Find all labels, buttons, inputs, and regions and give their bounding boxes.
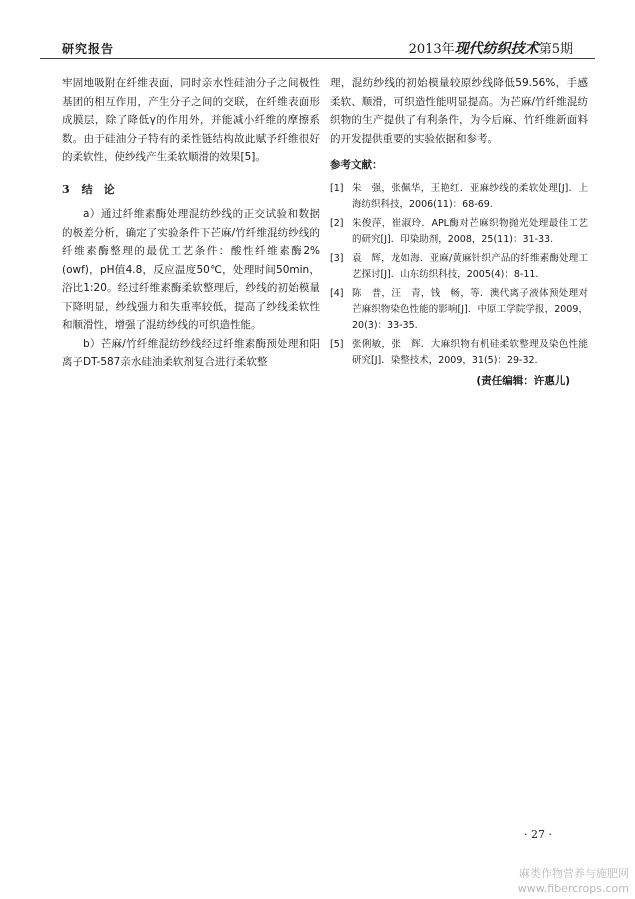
watermark xyxy=(518,866,629,896)
reference-text: 张俐敏，张 辉．大麻织物有机硅柔软整理及染色性能研究[J]．染整技术，2009，31(5)：29-32. xyxy=(352,338,588,366)
issue-suffix: 期 xyxy=(559,42,573,57)
reference-text: 袁 辉，龙如海．亚麻/黄麻针织产品的纤维素酶处理工艺探讨[J]．山东纺织科技，2005(4)：8-11. xyxy=(352,252,588,280)
issue-label: 第 xyxy=(538,42,552,57)
reference-text: 朱 强，张佩华，王艳红．亚麻纱线的柔软处理[J]．上海纺织科技，2006(11)：68-69. xyxy=(352,182,588,210)
reference-number: [1] xyxy=(330,182,344,194)
intro-paragraph: 牢固地吸附在纤维表面，同时亲水性硅油分子之间极性基团的相互作用，产生分子之间的交联，在纤维表面形成膜层，除了降低γ的作用外，并能减小纤维的摩擦系数。由于硅油分子特有的柔性链结构故此赋予纤维很好的柔软性，使纱线产生柔软顺滑的效果[5]。 xyxy=(62,77,320,163)
journal-year: 2013 xyxy=(408,42,442,57)
references-title: 参考文献： xyxy=(330,159,383,171)
conclusion-a: a）通过纤维素酶处理混纺纱线的正交试验和数据的极差分析，确定了实验条件下芒麻/竹纤维混纺纱线的纤维素酶整理的最优工艺条件：酸性纤维素酶2%(owf)，pH值4.8，反应温度50℃，处理时间50min，浴比1:20。经过纤维素酶柔软整理后，纱线的初始模量下降明显，纱线强力和失重率较低，提高了纱线柔软性和顺滑性，增强了混纺纱线的可织造性能。 xyxy=(62,208,320,331)
reference-item xyxy=(330,216,588,248)
journal-title: 现代纺织技术 xyxy=(454,41,539,57)
journal-header xyxy=(409,38,573,58)
left-column xyxy=(62,74,320,372)
watermark-site-name: 麻类作物营养与施肥网 xyxy=(519,867,629,880)
right-column xyxy=(330,74,588,390)
conclusion-b: b）芒麻/竹纤维混纺纱线经过纤维素酶预处理和阳离子DT-587亲水硅油柔软剂复合进行柔软整 xyxy=(62,337,320,368)
section-label: 研究报告 xyxy=(62,42,115,56)
page-number: · 27 · xyxy=(524,828,552,841)
issue-number: 5 xyxy=(551,42,560,57)
section-heading xyxy=(62,181,320,200)
reference-number: [3] xyxy=(330,252,344,264)
watermark-url: www.fibercrops.com xyxy=(517,882,629,895)
reference-text: 陈 普，汪 青，钱 畅，等．澳代离子液体预处理对芒麻织物染色性能的影响[J]．中原工学院学报，2009，20(3)：33-35. xyxy=(352,287,588,331)
reference-item xyxy=(330,181,588,213)
reference-number: [2] xyxy=(330,217,344,229)
editor-credit: (责任编辑：许惠儿) xyxy=(476,374,570,387)
reference-item xyxy=(330,251,588,283)
section-number: 3 xyxy=(62,182,70,196)
header-divider xyxy=(40,58,595,59)
journal-year-suffix: 年 xyxy=(441,42,455,57)
reference-number: [4] xyxy=(330,287,344,299)
conclusion-b-continued: 理，混纺纱线的初始模量较原纱线降低59.56%，手感柔软、顺滑，可织造性能明显提高。为芒麻/竹纤维混纺织物的生产提供了有利条件，为今后麻、竹纤维新面料的开发提供重要的实验依据和参考。 xyxy=(330,77,588,145)
reference-item xyxy=(330,286,588,334)
reference-item xyxy=(330,337,588,369)
reference-text: 朱俊萍，崔淑玲．APL酶对芒麻织物抛光处理最佳工艺的研究[J]．印染助剂，2008，25(11)：31-33. xyxy=(352,217,588,245)
reference-number: [5] xyxy=(330,338,344,350)
references-list xyxy=(330,181,588,369)
section-title: 结 论 xyxy=(81,182,115,196)
